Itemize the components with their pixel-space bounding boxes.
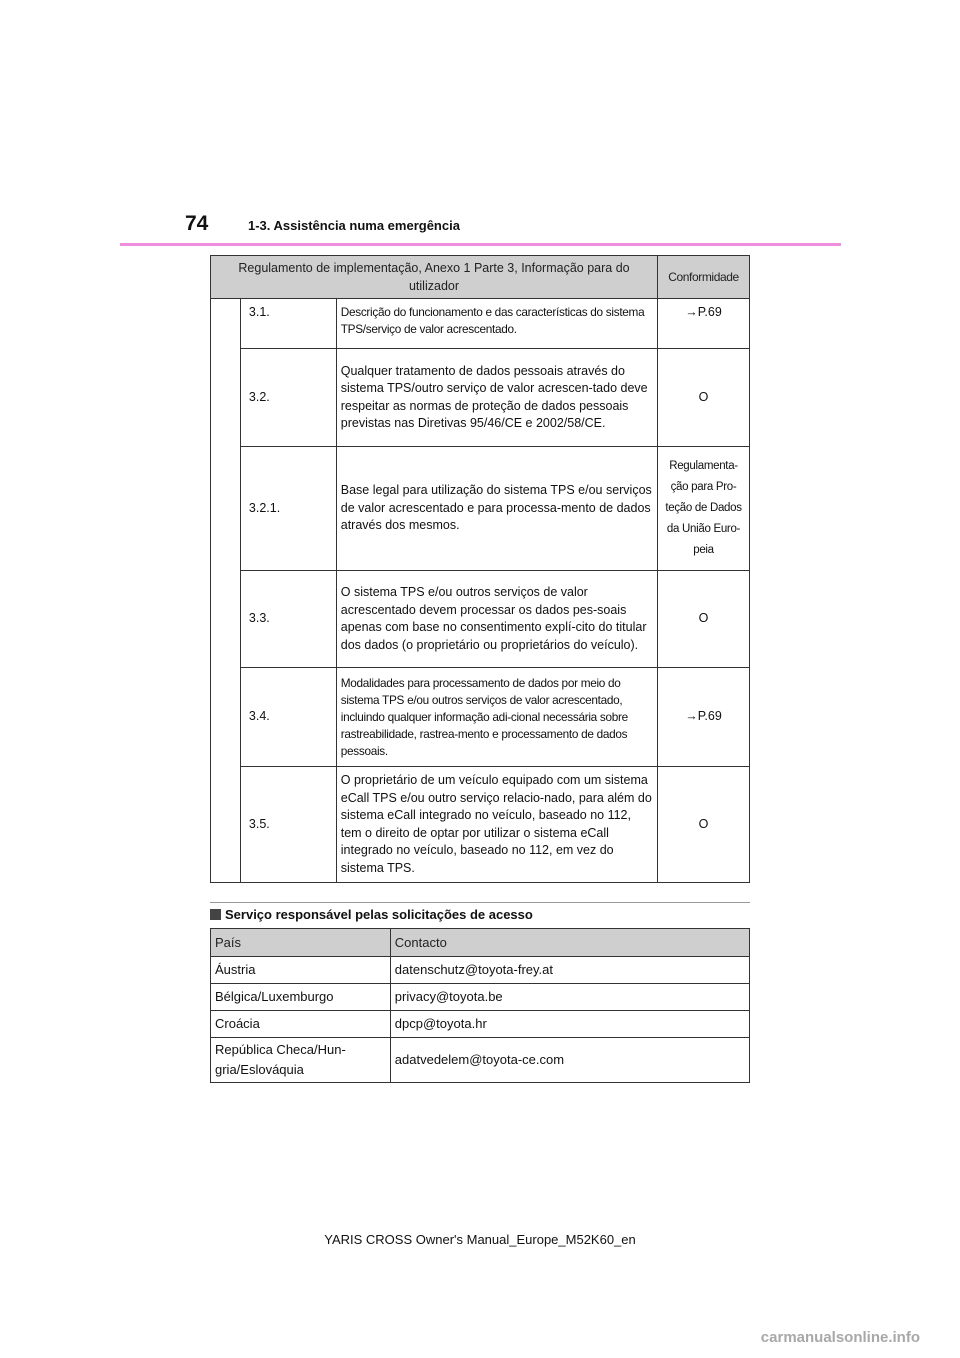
- regulation-table: [210, 255, 750, 883]
- row-number: 3.2.: [240, 349, 336, 447]
- watermark: carmanualsonline.info: [760, 1329, 920, 1346]
- section-divider: [210, 902, 750, 903]
- row-description: Base legal para utilização do sistema TPS e/ou serviços de valor acrescentado e para processa-mento de dados através dos mesmos.: [336, 447, 657, 571]
- column-header-contact: Contacto: [390, 929, 749, 957]
- row-result: →P.69: [658, 668, 750, 767]
- row-number: 3.2.1.: [240, 447, 336, 571]
- page-number: 74: [185, 212, 209, 235]
- access-section-heading: [210, 907, 533, 923]
- column-header-country: País: [211, 929, 391, 957]
- row-result: Regulamenta-ção para Pro-teção de Dados da União Euro-peia: [658, 447, 750, 571]
- page-footer: YARIS CROSS Owner's Manual_Europe_M52K60_en: [324, 1232, 636, 1247]
- row-result: O: [658, 349, 750, 447]
- section-title: 1-3. Assistência numa emergência: [248, 218, 460, 233]
- table-row: [211, 1011, 750, 1038]
- regulation-header-conformity: Conformidade: [658, 256, 750, 299]
- row-number: 3.1.: [240, 299, 336, 349]
- contact-cell: adatvedelem@toyota-ce.com: [390, 1038, 749, 1083]
- table-row: [211, 668, 750, 767]
- row-description: O sistema TPS e/ou outros serviços de valor acrescentado devem processar os dados pes-soais apenas com base no consentimento explí-cito do titular dos dados (o proprietário ou proprietários do veículo).: [336, 571, 657, 668]
- row-description: Qualquer tratamento de dados pessoais através do sistema TPS/outro serviço de valor acrescen-tado deve respeitar as normas de proteção de dados pessoais previstas nas Diretivas 95/46/CE e 2002/58/CE.: [336, 349, 657, 447]
- contact-cell: datenschutz@toyota-frey.at: [390, 957, 749, 984]
- table-row: [211, 299, 750, 349]
- contact-cell: dpcp@toyota.hr: [390, 1011, 749, 1038]
- table-row: [211, 571, 750, 668]
- row-description: O proprietário de um veículo equipado com um sistema eCall TPS e/ou outro serviço relacio-nado, para além do sistema eCall integrado no veículo, baseado no 112, tem o direito de optar por utilizar o sistema eCall integrado no veículo, baseado no 112, em vez do sistema TPS.: [336, 767, 657, 883]
- table-row: [211, 767, 750, 883]
- row-result: →P.69: [658, 299, 750, 349]
- row-number: 3.4.: [240, 668, 336, 767]
- row-description: Descrição do funcionamento e das características do sistema TPS/serviço de valor acrescentado.: [336, 299, 657, 349]
- contact-table-header: [211, 929, 750, 957]
- row-result: O: [658, 767, 750, 883]
- access-section-heading-text: Serviço responsável pelas solicitações de acesso: [225, 907, 533, 922]
- square-bullet-icon: [210, 909, 221, 920]
- indent-cell: [211, 299, 241, 883]
- header-rule: [120, 243, 841, 246]
- table-row: [211, 957, 750, 984]
- country-cell: Croácia: [211, 1011, 391, 1038]
- country-cell: Bélgica/Luxemburgo: [211, 984, 391, 1011]
- row-number: 3.3.: [240, 571, 336, 668]
- country-cell: República Checa/Hun-gria/Eslováquia: [211, 1038, 391, 1083]
- row-result: O: [658, 571, 750, 668]
- table-row: [211, 984, 750, 1011]
- contact-cell: privacy@toyota.be: [390, 984, 749, 1011]
- regulation-header-main: Regulamento de implementação, Anexo 1 Parte 3, Informação para do utilizador: [211, 256, 658, 299]
- table-row: [211, 1038, 750, 1083]
- table-row: [211, 349, 750, 447]
- regulation-table-header: [211, 256, 750, 299]
- country-cell: Áustria: [211, 957, 391, 984]
- row-number: 3.5.: [240, 767, 336, 883]
- table-row: [211, 447, 750, 571]
- row-description: Modalidades para processamento de dados por meio do sistema TPS e/ou outros serviços de valor acrescentado, incluindo qualquer informação adi-cional necessária sobre rastreabilidade, rastrea-mento e processamento de dados pessoais.: [336, 668, 657, 767]
- contact-table: [210, 928, 750, 1083]
